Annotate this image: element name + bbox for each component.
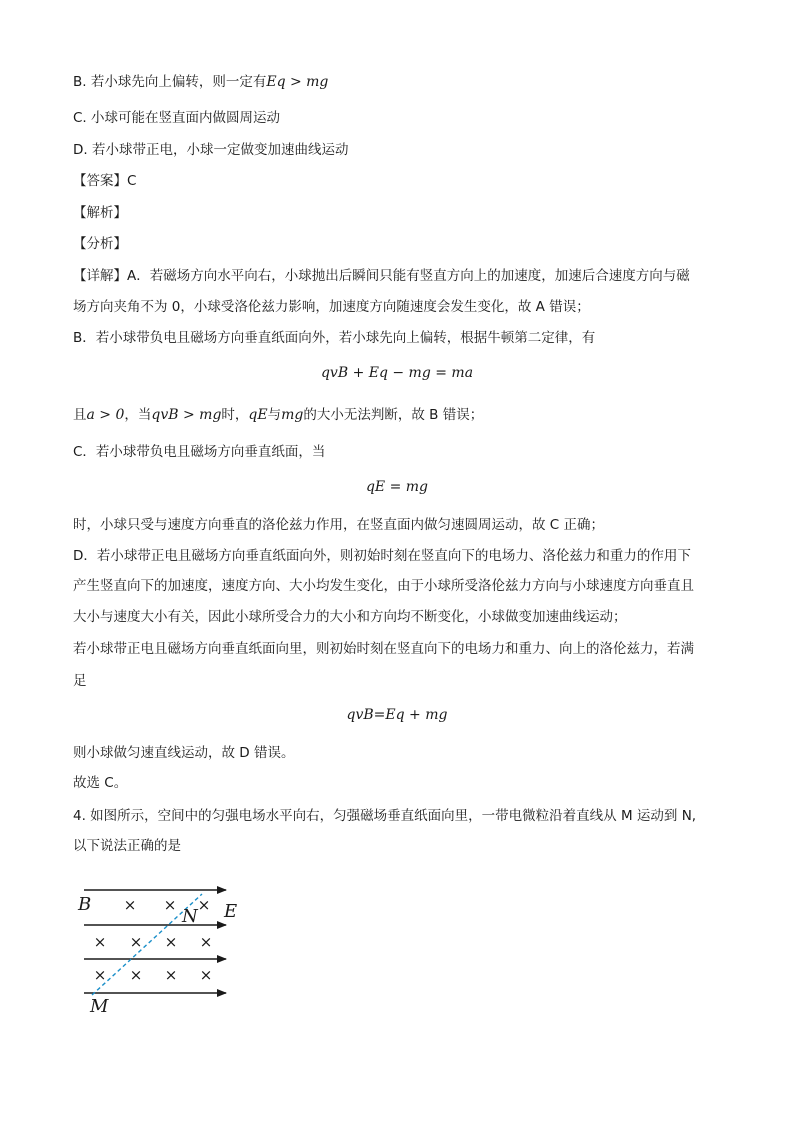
l4-math-4: mg (281, 407, 304, 423)
option-b-math: Eq > mg (266, 74, 329, 90)
equation-2: qE = mg (365, 479, 429, 495)
detail-line-5: C．若小球带负电且磁场方向垂直纸面，当 (73, 444, 326, 460)
fenxi-label: 【分析】 (73, 236, 127, 252)
l4-math-3: qE (248, 407, 268, 423)
cross-mark: × (197, 896, 211, 914)
detail-line-3: B．若小球带负电且磁场方向垂直纸面向外，若小球先向上偏转，根据牛顿第二定律，有 (73, 330, 596, 346)
analysis-label: 【解析】 (73, 205, 127, 221)
answer-label: 【答案】 (73, 173, 127, 189)
detail-line-6: 时，小球只受与速度方向垂直的洛伦兹力作用，在竖直面内做匀速圆周运动，故 C 正确； (73, 517, 605, 533)
field-diagram (70, 880, 270, 1020)
cross-mark: × (199, 933, 213, 951)
cross-mark: × (164, 933, 178, 951)
cross-mark: × (163, 896, 177, 914)
l4-math-1: a > 0 (86, 407, 125, 423)
detail-line-10: 若小球带正电且磁场方向垂直纸面向里，则初始时刻在竖直向下的电场力和重力、向上的洛伦兹力，若满 (73, 641, 694, 657)
l4-math-2: qvB > mg (151, 407, 222, 423)
option-b-text: B. 若小球先向上偏转，则一定有 (73, 74, 267, 90)
answer-value: C (127, 173, 137, 189)
l4-text-e: 的大小无法判断，故 B 错误； (303, 407, 484, 423)
question-4-line-2: 以下说法正确的是 (73, 838, 181, 854)
detail-line-1: 【详解】A．若磁场方向水平向右，小球抛出后瞬间只能有竖直方向上的加速度，加速后合速度方向与磁 (73, 268, 690, 284)
l4-text-b: ，当 (124, 407, 152, 423)
label-n: N (182, 906, 198, 927)
option-b (73, 72, 328, 92)
answer-line (73, 171, 136, 191)
l4-text-c: 时， (221, 407, 249, 423)
detail-line-7: D．若小球带正电且磁场方向垂直纸面向外，则初始时刻在竖直向下的电场力、洛伦兹力和重力的作用下 (73, 548, 691, 564)
question-4-line-1: 4. 如图所示，空间中的匀强电场水平向右，匀强磁场垂直纸面向里，一带电微粒沿着直线从 M 运动到 N, (73, 808, 697, 824)
cross-mark: × (199, 966, 213, 984)
l4-text-d: 与 (267, 407, 282, 423)
option-d: D. 若小球带正电，小球一定做变加速曲线运动 (73, 142, 349, 158)
l4-text-a: 且 (73, 407, 87, 423)
detail-line-11: 足 (73, 673, 87, 689)
detail-line-12: 则小球做匀速直线运动，故 D 错误。 (73, 745, 295, 761)
cross-mark: × (93, 966, 107, 984)
option-c: C. 小球可能在竖直面内做圆周运动 (73, 110, 281, 126)
detail-line-4 (73, 405, 483, 425)
cross-mark: × (129, 966, 143, 984)
label-m: M (90, 996, 109, 1017)
cross-mark: × (129, 933, 143, 951)
cross-mark: × (123, 896, 137, 914)
detail-line-9: 大小与速度大小有关，因此小球所受合力的大小和方向均不断变化，小球做变加速曲线运动； (73, 609, 627, 625)
label-b: B (78, 894, 92, 915)
detail-line-2: 场方向夹角不为 0，小球受洛伦兹力影响，加速度方向随速度会发生变化，故 A 错误； (73, 299, 590, 315)
detail-line-8: 产生竖直向下的加速度，速度方向、大小均发生变化，由于小球所受洛伦兹力方向与小球速度方向垂直且 (73, 578, 694, 594)
equation-1: qvB + Eq − mg = ma (320, 365, 474, 381)
detail-line-13: 故选 C。 (73, 775, 128, 791)
label-e: E (224, 901, 238, 922)
cross-mark: × (93, 933, 107, 951)
equation-3: qvB=Eq + mg (346, 707, 448, 723)
cross-mark: × (164, 966, 178, 984)
